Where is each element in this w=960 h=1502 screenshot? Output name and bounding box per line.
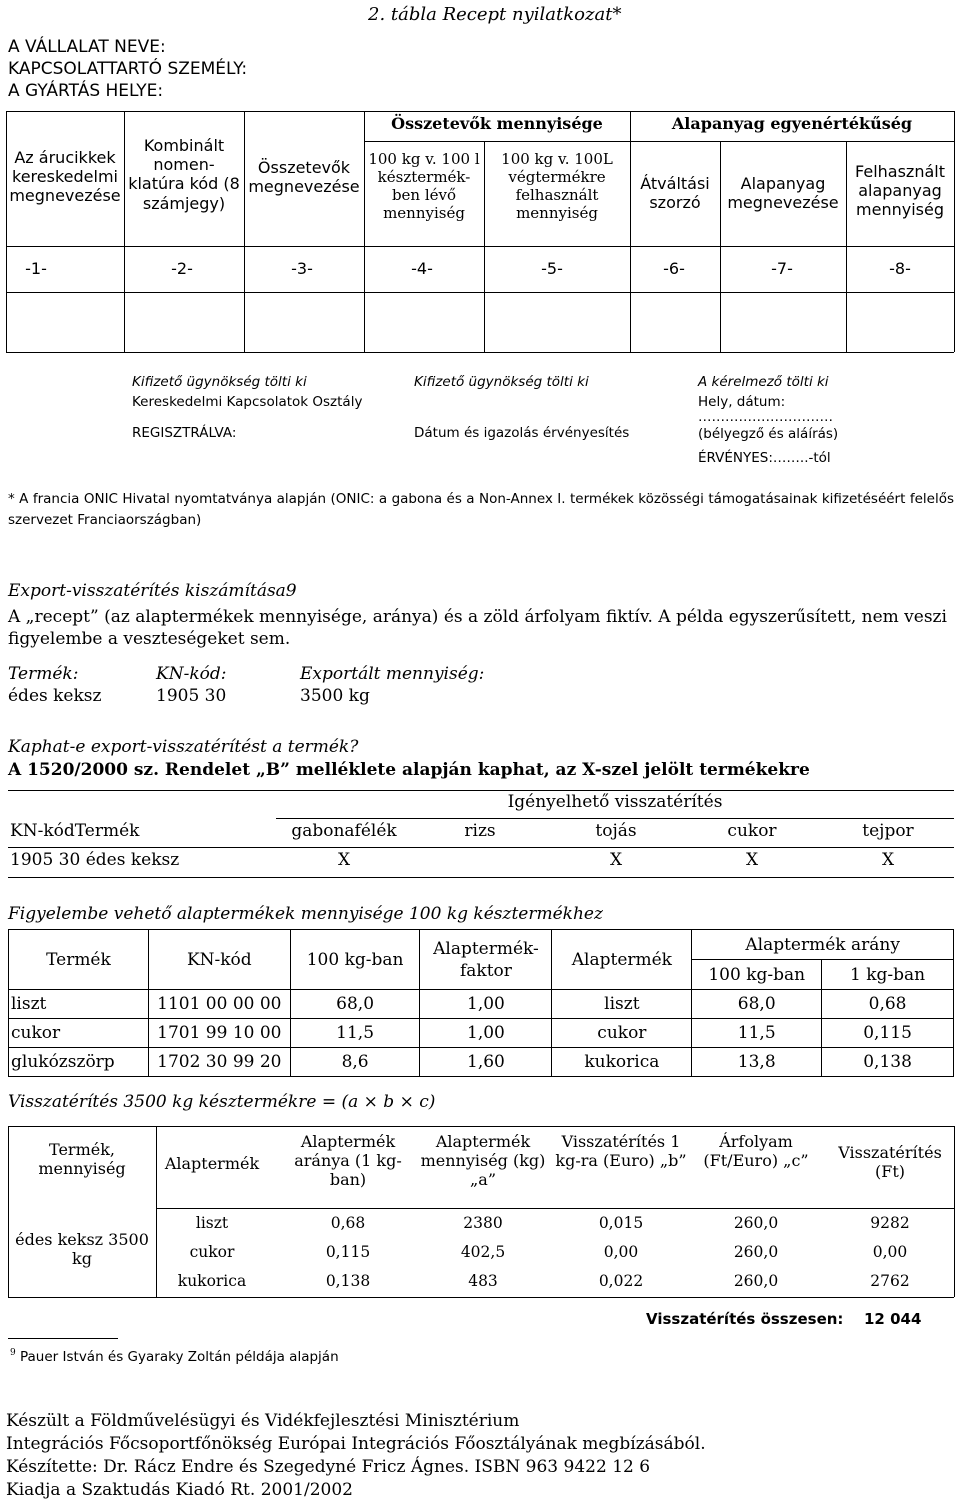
signature-line: ………………………… (698, 409, 833, 425)
col-number: -8- (889, 259, 911, 278)
footnote-9: Pauer István és Gyaraky Zoltán példája alapján (20, 1349, 339, 1365)
col-raw-material-name: Alapanyag megnevezése (727, 174, 839, 213)
th-basic-product: Alaptermék (552, 930, 692, 990)
refund-product: édes keksz 3500 kg (15, 1230, 149, 1269)
col-number: -4- (411, 259, 433, 278)
colophon-line: Készült a Földművelésügyi és Vidékfejlesztési Minisztérium (6, 1411, 520, 1431)
refund-calc-table (0, 1120, 960, 1306)
cell: cukor (9, 1019, 149, 1048)
refund-cell: 2762 (870, 1272, 910, 1290)
cell: 13,8 (692, 1048, 822, 1077)
claim-row-label: 1905 30 édes keksz (10, 850, 180, 870)
claim-col: rizs (464, 821, 496, 841)
refund-cell: kukorica (177, 1272, 247, 1290)
refund-cell: 402,5 (460, 1243, 506, 1261)
colophon-line: Integrációs Főcsoportfőnökség Európai Integrációs Főosztályának megbízásából. (6, 1434, 706, 1454)
refund-cell: 2380 (463, 1214, 503, 1232)
total-label: Visszatérítés összesen: (646, 1310, 844, 1328)
export-qty-value: 3500 kg (300, 686, 370, 706)
question: Kaphat-e export-visszatérítést a termék? (8, 737, 359, 757)
cell: 68,0 (692, 990, 822, 1019)
refund-cell: cukor (189, 1243, 235, 1261)
valid-from-label: ÉRVÉNYES:……..-tól (698, 450, 831, 466)
filled-by-agency-2 (414, 372, 629, 443)
col-number: -2- (171, 259, 193, 278)
footnote-mark: 9 (10, 1348, 16, 1358)
filled-by-label: Kifizető ügynökség tölti ki (132, 374, 307, 390)
intro-paragraph: A „recept” (az alaptermékek mennyisége, aránya) és a zöld árfolyam fiktív. A példa egyszerűsített, nem veszi figyelembe a veszteségeket sem. (8, 607, 947, 649)
cell: 1,00 (420, 990, 552, 1019)
th-refund-ft: Visszatérítés (Ft) (838, 1143, 942, 1182)
answer: A 1520/2000 sz. Rendelet „B” melléklete alapján kaphat, az X-szel jelölt termékekre (8, 760, 810, 780)
cell: 11,5 (290, 1019, 420, 1048)
stamp-signature-label: (bélyegző és aláírás) (698, 426, 839, 442)
th-factor: Alaptermék-faktor (420, 930, 552, 990)
cell: liszt (552, 990, 692, 1019)
cell: 1101 00 00 00 (148, 990, 290, 1019)
col-qty-finished: 100 kg v. 100 l késztermék-ben lévő mennyiség (368, 150, 480, 222)
refund-cell: 0,68 (330, 1214, 366, 1232)
cell: 8,6 (290, 1048, 420, 1077)
contact-person-label: KAPCSOLATTARTÓ SZEMÉLY: (8, 59, 248, 79)
label-export-qty: Exportált mennyiség: (300, 664, 485, 684)
cell: glukózszörp (9, 1048, 149, 1077)
th-100kg: 100 kg-ban (290, 930, 420, 990)
section-heading: Export-visszatérítés kiszámítása9 (8, 581, 297, 601)
claim-mark: X (609, 850, 623, 870)
claim-mark: X (745, 850, 759, 870)
col-conversion-factor: Átváltási szorzó (640, 174, 710, 213)
th-quantity-a: Alaptermék mennyiség (kg) „a” (420, 1132, 546, 1190)
cell: 1702 30 99 20 (148, 1048, 290, 1077)
cell: 0,138 (822, 1048, 954, 1077)
total-value: 12 044 (864, 1310, 922, 1328)
th-rate-c: Árfolyam (Ft/Euro) „c” (703, 1132, 809, 1171)
group-raw-material-equivalence: Alapanyag egyenértékűség (671, 114, 913, 133)
th-ratio-1kg: 1 kg-ban (822, 960, 954, 990)
refund-cell: liszt (195, 1214, 229, 1232)
refund-cell: 0,00 (872, 1243, 908, 1261)
col-number: -3- (291, 259, 313, 278)
table-title: 2. tábla Recept nyilatkozat* (368, 4, 622, 25)
th-ratio: Alaptermék arány (692, 930, 954, 960)
colophon-line: Kiadja a Szaktudás Kiadó Rt. 2001/2002 (6, 1480, 353, 1500)
registered-label: REGISZTRÁLVA: (132, 425, 237, 441)
col-raw-material-qty: Felhasznált alapanyag mennyiség (855, 162, 945, 220)
refund-cell: 9282 (870, 1214, 910, 1232)
claim-col: cukor (727, 821, 777, 841)
table-row (9, 990, 954, 1019)
refund-cell: 0,138 (325, 1272, 371, 1290)
filled-by-label: Kifizető ügynökség tölti ki (414, 374, 589, 390)
th-basic-product: Alaptermék (164, 1154, 260, 1173)
table-row (9, 1019, 954, 1048)
refund-claim-table (0, 786, 960, 882)
refund-table-title: Visszatérítés 3500 kg késztermékre = (a × b × c) (8, 1092, 436, 1112)
cell: 0,68 (822, 990, 954, 1019)
filled-by-label: A kérelmező tölti ki (698, 374, 829, 390)
claim-col: tojás (595, 821, 637, 841)
cell: 1701 99 10 00 (148, 1019, 290, 1048)
claim-mark: X (337, 850, 351, 870)
group-ingredient-quantity: Összetevők mennyisége (391, 114, 603, 133)
refund-cell: 260,0 (733, 1243, 779, 1261)
col-number: -6- (663, 259, 685, 278)
filled-by-applicant (698, 372, 838, 468)
label-product: Termék: (8, 664, 79, 684)
cell: 0,115 (822, 1019, 954, 1048)
col-number: -1- (25, 259, 47, 278)
basic-products-table (8, 929, 954, 1077)
kn-code-value: 1905 30 (156, 686, 227, 706)
col-ingredients: Összetevők megnevezése (248, 158, 360, 197)
refund-cell: 0,022 (598, 1272, 644, 1290)
table-row (9, 1048, 954, 1077)
claim-head-left: KN-kódTermék (10, 821, 140, 841)
refund-cell: 0,115 (325, 1243, 371, 1261)
recipe-table (0, 0, 960, 360)
refund-cell: 0,015 (598, 1214, 644, 1232)
company-name-label: A VÁLLALAT NEVE: (8, 37, 166, 57)
th-ratio: Alaptermék aránya (1 kg-ban) (294, 1132, 402, 1190)
th-product: Termék (9, 930, 149, 990)
claim-col: tejpor (862, 821, 914, 841)
colophon (6, 1410, 706, 1502)
th-ratio-100kg: 100 kg-ban (692, 960, 822, 990)
footnote-rule (8, 1338, 118, 1339)
filled-by-agency-1 (132, 372, 362, 443)
th-refund-b: Visszatérítés 1 kg-ra (Euro) „b” (555, 1132, 687, 1171)
refund-cell: 260,0 (733, 1272, 779, 1290)
colophon-line: Készítette: Dr. Rácz Endre és Szegedyné Fricz Ágnes. ISBN 963 9422 12 6 (6, 1457, 651, 1477)
footnote-onic: * A francia ONIC Hivatal nyomtatványa alapján (ONIC: a gabona és a Non-Annex I. termékek közösségi támogatásainak kifizetéséért felelős szervezet Franciaországban) (8, 491, 954, 528)
refund-cell: 260,0 (733, 1214, 779, 1232)
production-site-label: A GYÁRTÁS HELYE: (8, 81, 164, 101)
cell: cukor (552, 1019, 692, 1048)
col-qty-used: 100 kg v. 100L végtermékre felhasznált mennyiség (501, 150, 613, 222)
col-cn-code: Kombinált nomen-klatúra kód (8 számjegy) (128, 136, 240, 213)
place-date-label: Hely, dátum: (698, 394, 786, 410)
col-commercial-name: Az árucikkek kereskedelmi megnevezése (9, 148, 121, 206)
department-name: Kereskedelmi Kapcsolatok Osztály (132, 394, 363, 410)
label-kn-code: KN-kód: (156, 664, 227, 684)
refund-cell: 0,00 (603, 1243, 639, 1261)
th-kn-code: KN-kód (148, 930, 290, 990)
basic-table-title: Figyelembe vehető alaptermékek mennyisége 100 kg késztermékhez (8, 904, 603, 924)
product-value: édes keksz (8, 686, 102, 706)
cell: kukorica (552, 1048, 692, 1077)
cell: 1,60 (420, 1048, 552, 1077)
date-validation-label: Dátum és igazolás érvényesítés (414, 425, 630, 441)
th-product-qty: Termék, mennyiség (38, 1140, 126, 1179)
cell: 68,0 (290, 990, 420, 1019)
claim-mark: X (881, 850, 895, 870)
refund-cell: 483 (468, 1272, 498, 1290)
col-number: -7- (771, 259, 793, 278)
col-number: -5- (541, 259, 563, 278)
cell: 11,5 (692, 1019, 822, 1048)
claim-col: gabonafélék (291, 821, 397, 841)
claim-group-header: Igényelhető visszatérítés (507, 792, 723, 812)
cell: 1,00 (420, 1019, 552, 1048)
cell: liszt (9, 990, 149, 1019)
